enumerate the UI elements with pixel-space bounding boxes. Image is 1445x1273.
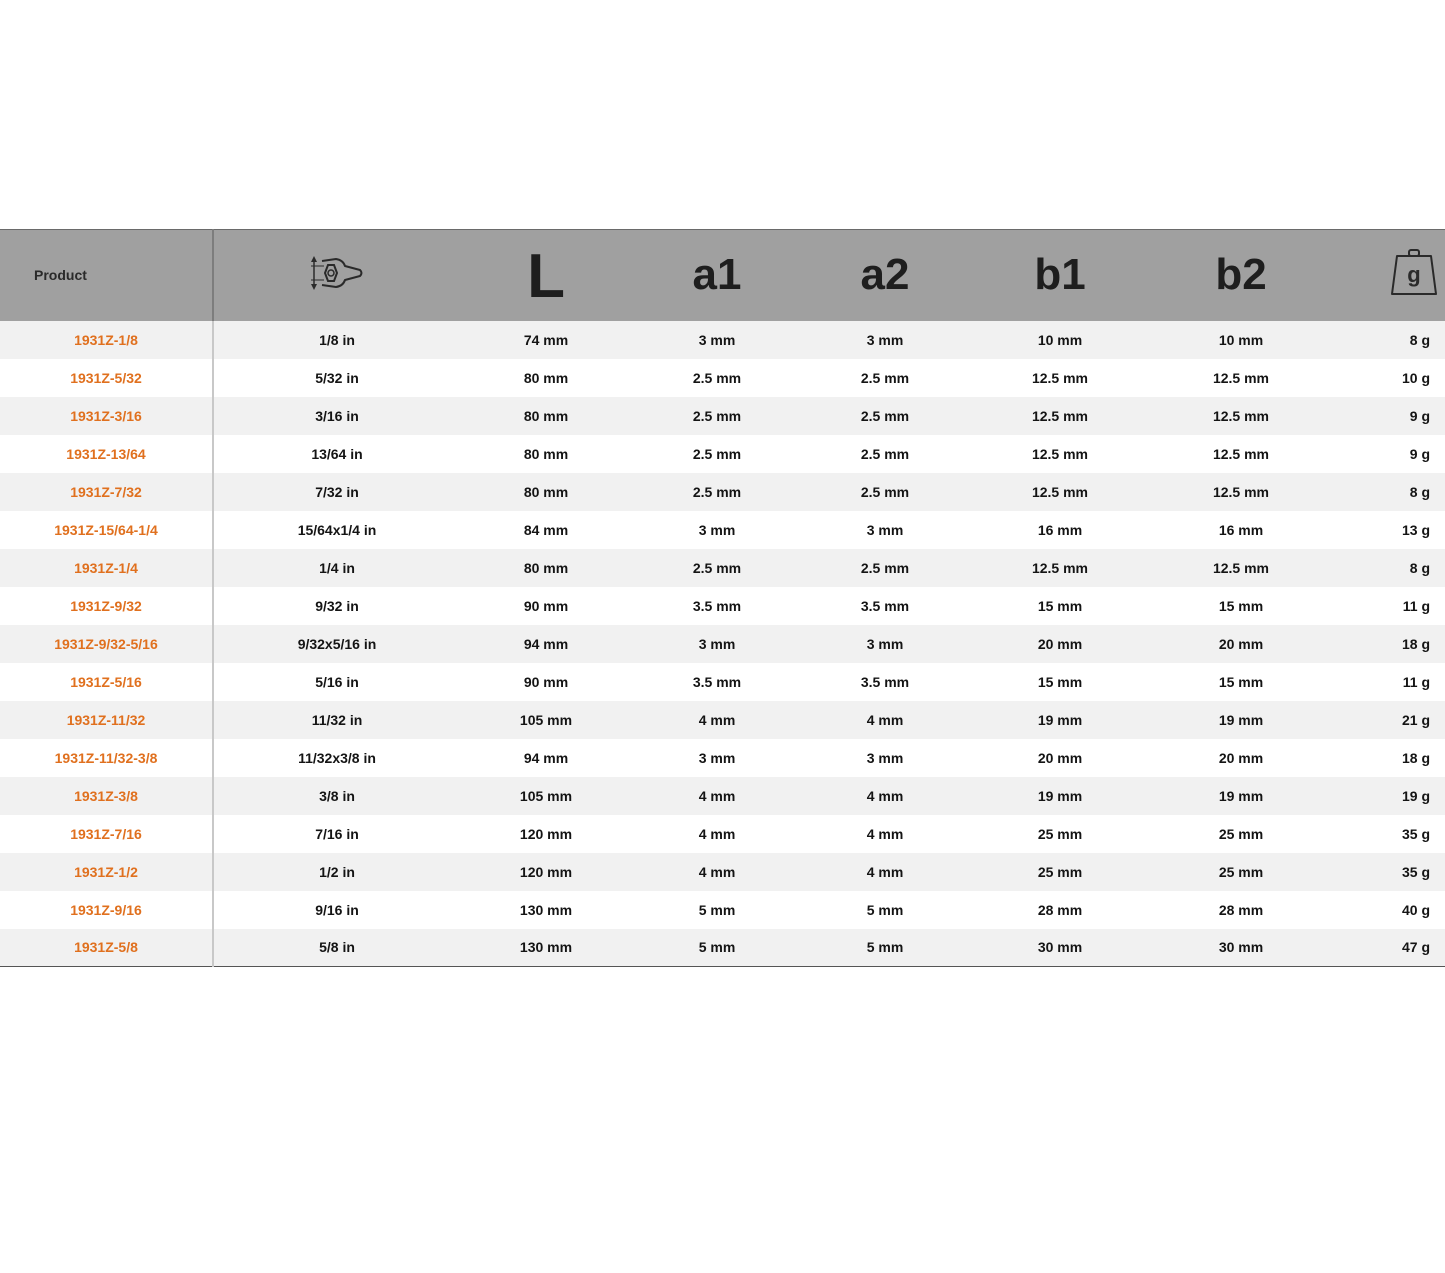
b2-cell: 15 mm [1218, 673, 1264, 690]
a1-cell: 2.5 mm [692, 483, 742, 500]
product-link[interactable]: 1931Z-13/64 [0, 435, 213, 473]
a1-cell: 5 mm [698, 901, 736, 918]
size-cell: 5/32 in [315, 369, 359, 386]
a2-cell: 4 mm [866, 711, 904, 728]
size-cell: 13/64 in [311, 445, 363, 462]
weight-cell: 9 g [1409, 445, 1430, 462]
length-cell: 130 mm [519, 901, 573, 918]
b2-cell: 10 mm [1218, 331, 1264, 348]
weight-cell: 10 g [1401, 369, 1430, 386]
a2-cell: 5 mm [866, 939, 904, 956]
weight-icon [1389, 261, 1439, 302]
b1-cell: 19 mm [1037, 787, 1083, 804]
b2-cell: 19 mm [1218, 787, 1264, 804]
table-row [0, 815, 1445, 853]
product-link[interactable]: 1931Z-7/16 [0, 815, 213, 853]
a2-cell: 2.5 mm [860, 559, 910, 576]
b2-cell: 25 mm [1218, 825, 1264, 842]
size-cell: 5/8 in [319, 939, 355, 956]
product-link[interactable]: 1931Z-9/16 [0, 891, 213, 929]
table-row [0, 853, 1445, 891]
b1-cell: 12.5 mm [1031, 483, 1089, 500]
a2-cell: 3 mm [866, 331, 904, 348]
a1-cell: 3 mm [698, 635, 736, 652]
table-header [0, 230, 1445, 321]
table-row [0, 321, 1445, 359]
length-cell: 80 mm [523, 559, 569, 576]
product-column-header: Product [0, 230, 213, 321]
b1-cell: 28 mm [1037, 901, 1083, 918]
a1-cell: 3.5 mm [692, 597, 742, 614]
a2-cell: 2.5 mm [860, 483, 910, 500]
length-cell: 80 mm [523, 483, 569, 500]
a1-label: a1 [692, 250, 742, 300]
b2-cell: 20 mm [1218, 635, 1264, 652]
b2-cell: 25 mm [1218, 863, 1264, 880]
b1-cell: 20 mm [1037, 749, 1083, 766]
b2-cell: 19 mm [1218, 711, 1264, 728]
size-cell: 11/32 in [311, 711, 363, 728]
weight-cell: 8 g [1409, 483, 1430, 500]
b1-cell: 25 mm [1037, 825, 1083, 842]
a1-cell: 3 mm [698, 749, 736, 766]
table-row [0, 891, 1445, 929]
product-link[interactable]: 1931Z-1/4 [0, 549, 213, 587]
a1-column-header [632, 230, 802, 321]
size-cell: 1/4 in [319, 559, 355, 576]
product-spec-table [0, 229, 1445, 967]
size-cell: 3/16 in [315, 407, 359, 424]
length-cell: 90 mm [523, 673, 569, 690]
a2-cell: 2.5 mm [860, 369, 910, 386]
size-cell: 15/64x1/4 in [297, 521, 377, 538]
size-cell: 11/32x3/8 in [298, 749, 376, 766]
length-cell: 74 mm [523, 331, 569, 348]
size-cell: 5/16 in [315, 673, 359, 690]
a2-cell: 4 mm [866, 863, 904, 880]
weight-cell: 40 g [1401, 901, 1430, 918]
header-row [0, 230, 1445, 321]
product-link[interactable]: 1931Z-11/32-3/8 [0, 739, 213, 777]
weight-cell: 35 g [1401, 863, 1430, 880]
b2-label: b2 [1215, 250, 1267, 300]
size-cell: 9/32x5/16 in [297, 635, 377, 652]
b2-cell: 15 mm [1218, 597, 1264, 614]
product-link[interactable]: 1931Z-3/16 [0, 397, 213, 435]
b2-cell: 30 mm [1218, 939, 1264, 956]
a2-column-header [802, 230, 968, 321]
product-link[interactable]: 1931Z-7/32 [0, 473, 213, 511]
a1-cell: 2.5 mm [692, 407, 742, 424]
product-link[interactable]: 1931Z-9/32 [0, 587, 213, 625]
size-cell: 3/8 in [319, 787, 355, 804]
b2-column-header [1152, 230, 1330, 321]
product-link[interactable]: 1931Z-9/32-5/16 [0, 625, 213, 663]
b1-cell: 20 mm [1037, 635, 1083, 652]
a1-cell: 2.5 mm [692, 559, 742, 576]
length-cell: 94 mm [523, 749, 569, 766]
length-cell: 80 mm [523, 445, 569, 462]
b1-cell: 25 mm [1037, 863, 1083, 880]
weight-cell: 18 g [1401, 749, 1430, 766]
length-cell: 84 mm [523, 521, 569, 538]
size-cell: 7/16 in [315, 825, 359, 842]
weight-cell: 18 g [1401, 635, 1430, 652]
a1-cell: 2.5 mm [692, 369, 742, 386]
table-row [0, 549, 1445, 587]
length-cell: 90 mm [523, 597, 569, 614]
product-link[interactable]: 1931Z-3/8 [0, 777, 213, 815]
a1-cell: 2.5 mm [692, 445, 742, 462]
a2-cell: 3.5 mm [860, 673, 910, 690]
b2-cell: 12.5 mm [1212, 559, 1270, 576]
a2-cell: 3 mm [866, 635, 904, 652]
weight-cell: 21 g [1401, 711, 1430, 728]
b1-column-header [968, 230, 1152, 321]
table-row [0, 511, 1445, 549]
length-cell: 130 mm [519, 939, 573, 956]
weight-symbol: g [1407, 261, 1421, 287]
table-row [0, 777, 1445, 815]
open-end-wrench-size-icon [310, 254, 364, 297]
a2-cell: 2.5 mm [860, 445, 910, 462]
a2-cell: 3.5 mm [860, 597, 910, 614]
table-row [0, 397, 1445, 435]
a1-cell: 4 mm [698, 711, 736, 728]
length-cell: 105 mm [519, 787, 573, 804]
a2-cell: 3 mm [866, 521, 904, 538]
b2-cell: 12.5 mm [1212, 369, 1270, 386]
weight-cell: 8 g [1409, 331, 1430, 348]
table-row [0, 739, 1445, 777]
a2-cell: 2.5 mm [860, 407, 910, 424]
table-row [0, 701, 1445, 739]
table-row [0, 473, 1445, 511]
b2-cell: 12.5 mm [1212, 483, 1270, 500]
a1-cell: 3 mm [698, 331, 736, 348]
weight-cell: 13 g [1401, 521, 1430, 538]
length-column-header [460, 230, 632, 321]
length-cell: 105 mm [519, 711, 573, 728]
a2-cell: 3 mm [866, 749, 904, 766]
table-row [0, 587, 1445, 625]
b1-cell: 30 mm [1037, 939, 1083, 956]
weight-cell: 11 g [1402, 673, 1430, 690]
product-link[interactable]: 1931Z-5/32 [0, 359, 213, 397]
table-row [0, 625, 1445, 663]
table-body [0, 321, 1445, 967]
a1-cell: 4 mm [698, 787, 736, 804]
size-cell: 9/16 in [315, 901, 359, 918]
b1-cell: 12.5 mm [1031, 445, 1089, 462]
b2-cell: 20 mm [1218, 749, 1264, 766]
b1-cell: 19 mm [1037, 711, 1083, 728]
a2-cell: 4 mm [866, 787, 904, 804]
a1-cell: 5 mm [698, 939, 736, 956]
length-label: L [527, 242, 565, 312]
size-cell: 7/32 in [315, 483, 359, 500]
product-link[interactable]: 1931Z-15/64-1/4 [0, 511, 213, 549]
table-row [0, 929, 1445, 967]
b1-cell: 15 mm [1037, 597, 1083, 614]
weight-cell: 47 g [1401, 939, 1430, 956]
b1-cell: 10 mm [1037, 331, 1083, 348]
b1-cell: 12.5 mm [1031, 559, 1089, 576]
a2-label: a2 [860, 250, 910, 300]
weight-cell: 19 g [1401, 787, 1430, 804]
a1-cell: 3.5 mm [692, 673, 742, 690]
length-cell: 120 mm [519, 863, 573, 880]
b2-cell: 12.5 mm [1212, 407, 1270, 424]
b1-cell: 16 mm [1037, 521, 1083, 538]
size-column-header [213, 230, 460, 321]
weight-cell: 35 g [1401, 825, 1430, 842]
product-link[interactable]: 1931Z-11/32 [0, 701, 213, 739]
length-cell: 94 mm [523, 635, 569, 652]
product-link[interactable]: 1931Z-5/8 [0, 929, 213, 967]
a1-cell: 4 mm [698, 825, 736, 842]
weight-column-header [1330, 230, 1445, 321]
table-row [0, 359, 1445, 397]
size-cell: 1/8 in [319, 331, 355, 348]
length-cell: 80 mm [523, 369, 569, 386]
product-link[interactable]: 1931Z-5/16 [0, 663, 213, 701]
b1-cell: 12.5 mm [1031, 407, 1089, 424]
b1-cell: 15 mm [1037, 673, 1083, 690]
length-cell: 80 mm [523, 407, 569, 424]
product-link[interactable]: 1931Z-1/2 [0, 853, 213, 891]
a1-cell: 4 mm [698, 863, 736, 880]
weight-cell: 8 g [1409, 559, 1430, 576]
b2-cell: 16 mm [1218, 521, 1264, 538]
table-row [0, 435, 1445, 473]
size-cell: 9/32 in [315, 597, 359, 614]
b1-cell: 12.5 mm [1031, 369, 1089, 386]
weight-cell: 9 g [1409, 407, 1430, 424]
b2-cell: 28 mm [1218, 901, 1264, 918]
size-cell: 1/2 in [319, 863, 355, 880]
weight-cell: 11 g [1402, 597, 1430, 614]
table-row [0, 663, 1445, 701]
a2-cell: 4 mm [866, 825, 904, 842]
a2-cell: 5 mm [866, 901, 904, 918]
length-cell: 120 mm [519, 825, 573, 842]
a1-cell: 3 mm [698, 521, 736, 538]
b2-cell: 12.5 mm [1212, 445, 1270, 462]
product-link[interactable]: 1931Z-1/8 [0, 321, 213, 359]
b1-label: b1 [1034, 250, 1086, 300]
